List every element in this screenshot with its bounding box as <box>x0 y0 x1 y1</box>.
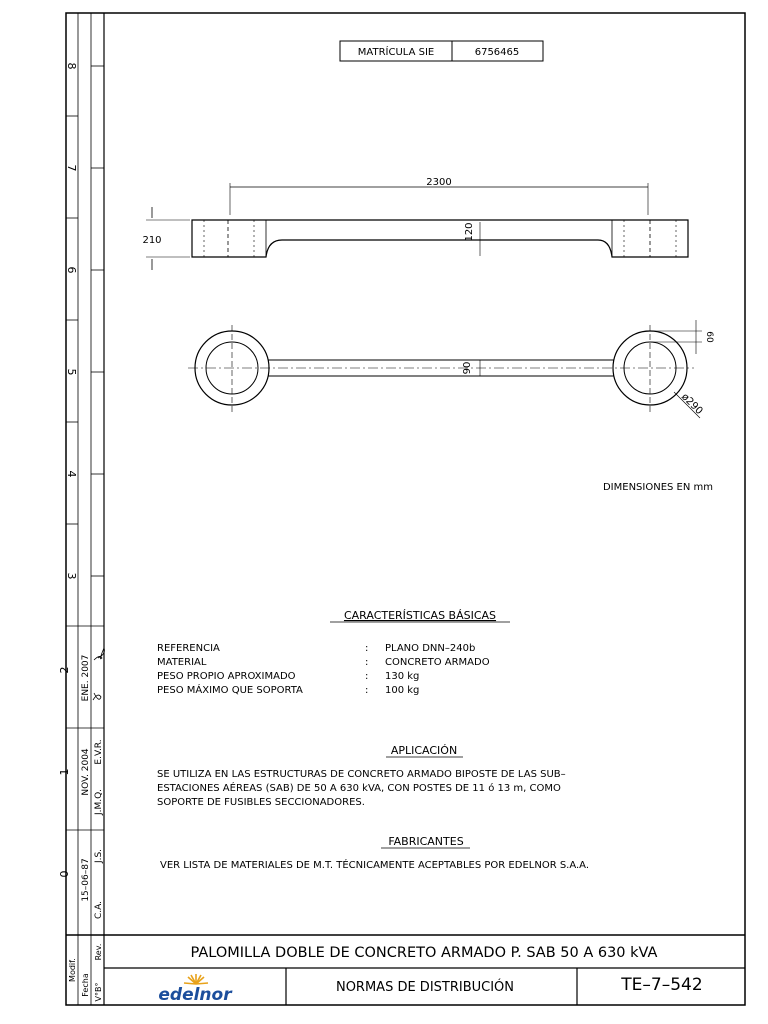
header-vb: V°B° <box>94 982 103 1002</box>
row-value: PLANO DNN–240b <box>385 643 476 654</box>
grid-number-8: 8 <box>65 62 78 70</box>
aplicacion-line: SOPORTE DE FUSIBLES SECCIONADORES. <box>157 797 365 808</box>
matricula-label: MATRÍCULA SIE <box>357 47 435 58</box>
revision-1-rev: E.V.R. <box>94 739 104 765</box>
row-sep: : <box>365 657 369 668</box>
edelnor-logo <box>158 974 233 1005</box>
revision-1-vb: J.M.Q. <box>94 788 104 816</box>
left-grid-ticks <box>66 66 104 830</box>
signature-2-b <box>93 693 101 700</box>
revision-2-number: 2 <box>58 666 71 674</box>
row-label: PESO PROPIO APROXIMADO <box>157 671 296 682</box>
grid-number-7: 7 <box>65 164 78 172</box>
aplicacion-line: ESTACIONES AÉREAS (SAB) DE 50 A 630 kVA, CON POSTES DE 11 ó 13 m, COMO <box>157 783 561 794</box>
signature-2-a <box>94 648 104 660</box>
aplicacion-title: APLICACIÓN <box>390 744 458 757</box>
row-sep: : <box>365 643 369 654</box>
matricula-box <box>340 41 543 61</box>
row-sep: : <box>365 671 369 682</box>
drawing-code: TE–7–542 <box>621 975 703 995</box>
grid-number-5: 5 <box>65 368 78 376</box>
row-label: PESO MÁXIMO QUE SOPORTA <box>157 685 303 696</box>
row-value: 130 kg <box>385 671 420 682</box>
grid-number-4: 4 <box>65 470 78 478</box>
revision-1-number: 1 <box>58 768 71 776</box>
dim-length: 2300 <box>426 177 452 188</box>
revision-0-number: 0 <box>58 870 71 878</box>
revision-1-date: NOV. 2004 <box>81 748 91 796</box>
sun-icon <box>184 974 208 984</box>
normas-label: NORMAS DE DISTRIBUCIÓN <box>335 980 515 995</box>
revision-2-date: ENE. 2007 <box>81 654 91 702</box>
fabricantes-title: FABRICANTES <box>388 835 464 848</box>
aplicacion-section <box>157 744 566 808</box>
fabricantes-text: VER LISTA DE MATERIALES DE M.T. TÉCNICAMENTE ACEPTABLES POR EDELNOR S.A.A. <box>160 860 590 871</box>
dim-ring-width: 60 <box>704 331 714 343</box>
caracteristicas-title: CARACTERÍSTICAS BÁSICAS <box>343 609 497 622</box>
dim-diameter: ø290 <box>678 391 705 418</box>
grid-number-6: 6 <box>65 266 78 274</box>
grid-numbers <box>65 63 78 580</box>
header-rev: Rev. <box>94 943 103 961</box>
units-note: DIMENSIONES EN mm <box>602 482 713 493</box>
sheet-border <box>66 13 745 1005</box>
dim-center-width: 90 <box>462 361 473 375</box>
row-label: MATERIAL <box>157 657 207 668</box>
side-view <box>146 183 688 270</box>
caracteristicas-section <box>157 609 510 696</box>
header-fecha: Fecha <box>81 973 90 997</box>
aplicacion-line: SE UTILIZA EN LAS ESTRUCTURAS DE CONCRETO ARMADO BIPOSTE DE LAS SUB– <box>157 769 566 780</box>
grid-number-3: 3 <box>65 572 78 580</box>
revision-table <box>58 648 104 919</box>
plan-view <box>188 320 702 418</box>
header-modif: Modif. <box>68 958 77 982</box>
row-sep: : <box>365 685 369 696</box>
revision-0-date: 15–06–87 <box>81 858 91 902</box>
title-block <box>66 935 745 1005</box>
row-value: CONCRETO ARMADO <box>385 657 490 668</box>
drawing-title: PALOMILLA DOBLE DE CONCRETO ARMADO P. SAB 50 A 630 kVA <box>190 945 658 961</box>
revision-0-rev: J.S. <box>94 848 104 864</box>
dim-height-side: 210 <box>142 235 162 246</box>
dim-center-height: 120 <box>464 222 475 242</box>
fabricantes-section <box>160 835 589 871</box>
row-label: REFERENCIA <box>157 643 220 654</box>
matricula-value: 6756465 <box>474 47 520 58</box>
logo-text: edelnor <box>158 985 232 1005</box>
revision-0-vb: C.A. <box>94 900 104 920</box>
row-value: 100 kg <box>385 685 420 696</box>
